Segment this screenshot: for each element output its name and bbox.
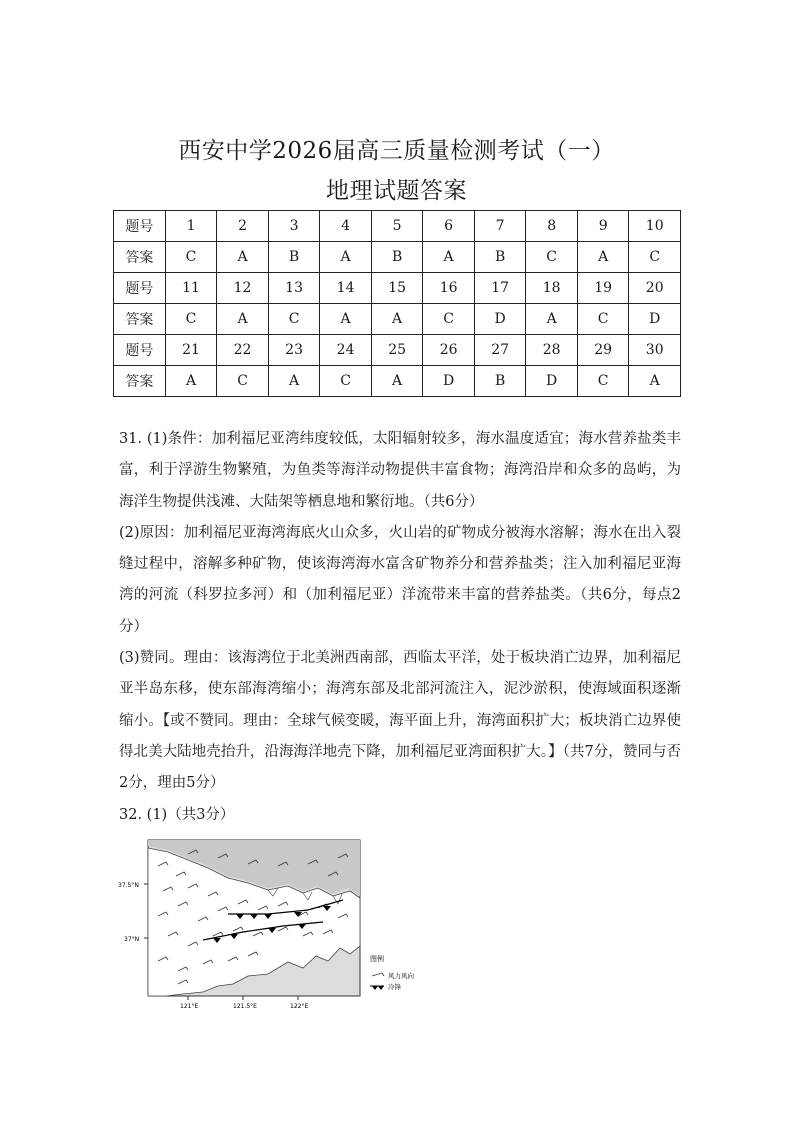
answer-cell: A: [526, 304, 578, 335]
lon-label-122: 122°E: [290, 1003, 309, 1010]
exam-title: 西安中学2026届高三质量检测考试（一）: [178, 138, 615, 164]
answer-row: [114, 366, 681, 397]
q31-part1: 31. (1)条件：加利福尼亚湾纬度较低，太阳辐射较多，海水温度适宜；海水营养盐类丰富，利于浮游生物繁殖，为鱼类等海洋动物提供丰富食物；海湾沿岸和众多的岛屿，为海洋生物提供浅滩、大陆架等栖息地和繁衍地。（共6分）: [119, 431, 681, 510]
answer-cell: C: [165, 242, 217, 273]
legend-title: 图例: [370, 955, 384, 963]
answer-cell: A: [217, 242, 269, 273]
question-number-cell: 6: [423, 211, 475, 242]
answer-cell: A: [268, 366, 320, 397]
question-number-cell: 5: [371, 211, 423, 242]
answer-cell: B: [474, 242, 526, 273]
row-label-answer: 答案: [114, 242, 166, 273]
legend-wind-icon: [372, 973, 384, 976]
answer-row: [114, 304, 681, 335]
question-number-cell: 24: [320, 335, 372, 366]
question-number-cell: 22: [217, 335, 269, 366]
question-number-cell: 20: [629, 273, 681, 304]
q32-part1: 32. (1)（共3分）: [119, 807, 235, 823]
question-number-cell: 8: [526, 211, 578, 242]
answer-cell: C: [217, 366, 269, 397]
legend-wind-label: 风力风向: [388, 972, 414, 980]
answer-cell: A: [320, 242, 372, 273]
question-number-cell: 19: [577, 273, 629, 304]
answer-cell: C: [320, 366, 372, 397]
answer-cell: A: [217, 304, 269, 335]
question-number-cell: 3: [268, 211, 320, 242]
answer-cell: B: [371, 242, 423, 273]
question-number-cell: 4: [320, 211, 372, 242]
answer-cell: C: [629, 242, 681, 273]
question-32: [119, 800, 681, 831]
question-number-cell: 27: [474, 335, 526, 366]
question-number-cell: 21: [165, 335, 217, 366]
question-number-cell: 30: [629, 335, 681, 366]
answer-cell: A: [629, 366, 681, 397]
question-number-cell: 25: [371, 335, 423, 366]
question-number-cell: 28: [526, 335, 578, 366]
row-label-number: 题号: [114, 335, 166, 366]
row-label-answer: 答案: [114, 304, 166, 335]
answer-row: [114, 242, 681, 273]
number-row: [114, 211, 681, 242]
question-number-cell: 26: [423, 335, 475, 366]
question-number-cell: 18: [526, 273, 578, 304]
answer-cell: A: [423, 242, 475, 273]
question-number-cell: 29: [577, 335, 629, 366]
answer-cell: A: [577, 242, 629, 273]
answer-cell: D: [474, 304, 526, 335]
legend-front-icon: [372, 986, 384, 990]
answer-cell: C: [577, 304, 629, 335]
lat-label-37: 37°N: [124, 936, 140, 943]
question-number-cell: 9: [577, 211, 629, 242]
question-number-cell: 23: [268, 335, 320, 366]
answer-cell: B: [268, 242, 320, 273]
q31-part2: (2)原因：加利福尼亚海湾海底火山众多，火山岩的矿物成分被海水溶解；海水在出入裂缝过程中，溶解多种矿物，使该海湾海水富含矿物养分和营养盐类；注入加利福尼亚海湾的河流（科罗拉多河）和（加利福尼亚）洋流带来丰富的营养盐类。（共6分，每点2分）: [119, 524, 681, 635]
question-number-cell: 12: [217, 273, 269, 304]
answer-cell: A: [165, 366, 217, 397]
answer-cell: A: [371, 304, 423, 335]
answer-cell: A: [320, 304, 372, 335]
question-number-cell: 1: [165, 211, 217, 242]
answer-cell: A: [371, 366, 423, 397]
answer-cell: C: [577, 366, 629, 397]
exam-subtitle: 地理试题答案: [326, 178, 467, 204]
question-number-cell: 13: [268, 273, 320, 304]
question-number-cell: 15: [371, 273, 423, 304]
lon-label-121: 121°E: [180, 1003, 199, 1010]
row-label-answer: 答案: [114, 366, 166, 397]
row-label-number: 题号: [114, 211, 166, 242]
question-number-cell: 14: [320, 273, 372, 304]
answer-cell: D: [423, 366, 475, 397]
lat-label-37-5: 37.5°N: [118, 882, 139, 889]
question-number-cell: 7: [474, 211, 526, 242]
answer-cell: D: [526, 366, 578, 397]
question-number-cell: 10: [629, 211, 681, 242]
answer-cell: C: [165, 304, 217, 335]
answer-cell: C: [268, 304, 320, 335]
number-row: [114, 335, 681, 366]
legend-front-label: 冷锋: [388, 983, 401, 991]
lon-label-121-5: 121.5°E: [233, 1003, 257, 1010]
question-31: [119, 424, 681, 800]
row-label-number: 题号: [114, 273, 166, 304]
answer-cell: B: [474, 366, 526, 397]
question-number-cell: 17: [474, 273, 526, 304]
answer-cell: D: [629, 304, 681, 335]
answer-cell: C: [526, 242, 578, 273]
number-row: [114, 273, 681, 304]
answer-cell: C: [423, 304, 475, 335]
question-number-cell: 11: [165, 273, 217, 304]
wind-front-map: [118, 836, 430, 1016]
q31-part3: (3)赞同。理由：该海湾位于北美洲西南部，西临太平洋，处于板块消亡边界，加利福尼亚半岛东移，使东部海湾缩小；海湾东部及北部河流注入，泥沙淤积，使海域面积逐渐缩小。【或不赞同。理由：全球气候变暖，海平面上升，海湾面积扩大；板块消亡边界使得北美大陆地壳抬升，沿海海洋地壳下降，加利福尼亚湾面积扩大。】（共7分，赞同与否2分，理由5分）: [119, 650, 681, 792]
question-number-cell: 2: [217, 211, 269, 242]
answer-table: [113, 210, 681, 397]
question-number-cell: 16: [423, 273, 475, 304]
